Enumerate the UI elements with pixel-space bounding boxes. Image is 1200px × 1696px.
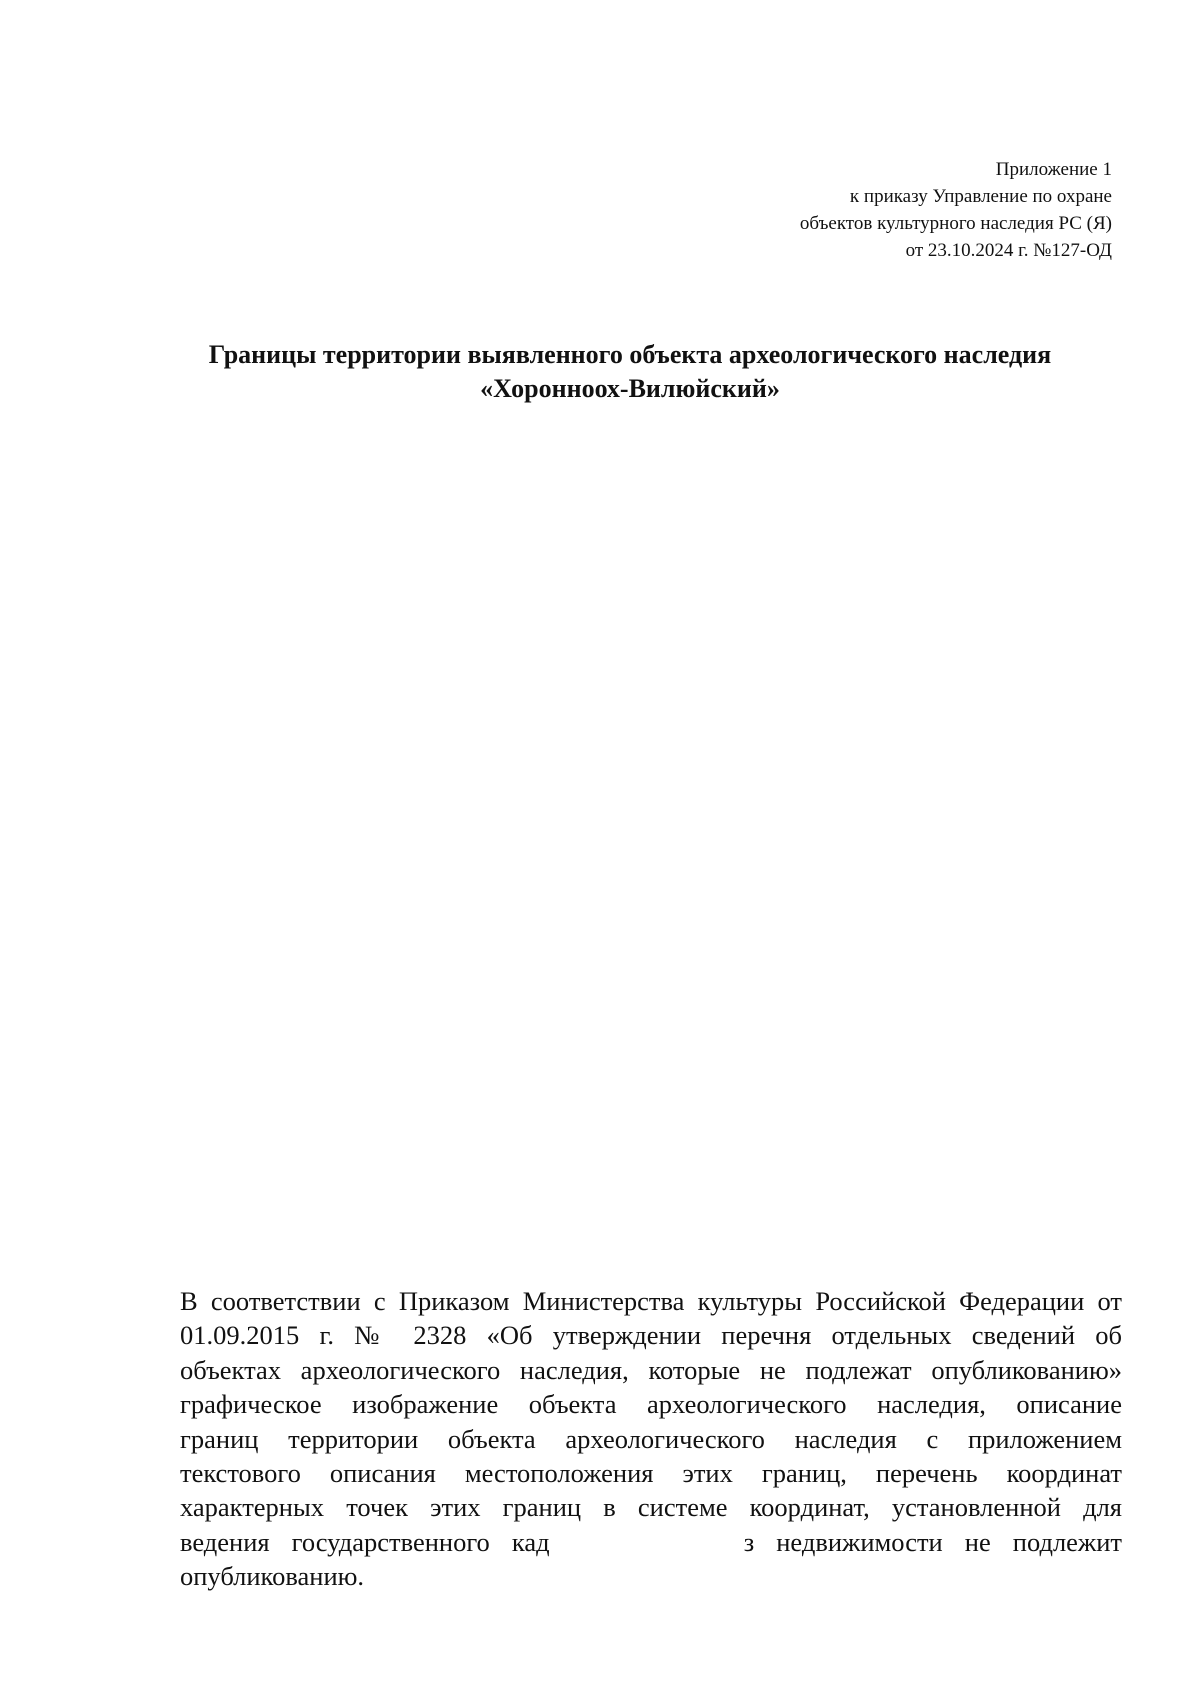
body-line-2: 01.09.2015 г. № 2328 «Об утверждении перечня отдельных сведений об <box>180 1320 1122 1351</box>
appendix-line-2: к приказу Управление по охране <box>849 186 1112 207</box>
body-line-3: объектах археологического наследия, которые не подлежат опубликованию» <box>180 1354 1122 1385</box>
body-line-4: графическое изображение объекта археологического наследия, описание <box>180 1389 1122 1420</box>
document-title <box>150 338 1110 406</box>
title-line-2: «Хоронноох-Вилюйский» <box>480 374 780 403</box>
body-line-6: текстового описания местоположения этих границ, перечень координат <box>180 1457 1122 1488</box>
appendix-line-4: от 23.10.2024 г. №127-ОД <box>905 240 1112 261</box>
body-line-1: В соответствии с Приказом Министерства культуры Российской Федерации от <box>180 1286 1122 1316</box>
appendix-line-1: Приложение 1 <box>995 159 1112 180</box>
body-line-8 <box>180 1525 1122 1559</box>
body-line-5: границ территории объекта археологического наследия с приложением <box>180 1423 1122 1454</box>
body-line-8-left: ведения государственного кад <box>180 1526 550 1557</box>
body-line-8-right: з недвижимости не подлежит <box>743 1526 1122 1557</box>
body-paragraph <box>180 1284 1122 1594</box>
body-line-7: характерных точек этих границ в системе координат, установленной для <box>180 1492 1122 1523</box>
appendix-line-3: объектов культурного наследия РС (Я) <box>799 213 1112 234</box>
body-line-9: опубликованию. <box>180 1561 365 1592</box>
appendix-header <box>592 156 1112 264</box>
title-line-1: Границы территории выявленного объекта археологического наследия <box>208 340 1052 369</box>
